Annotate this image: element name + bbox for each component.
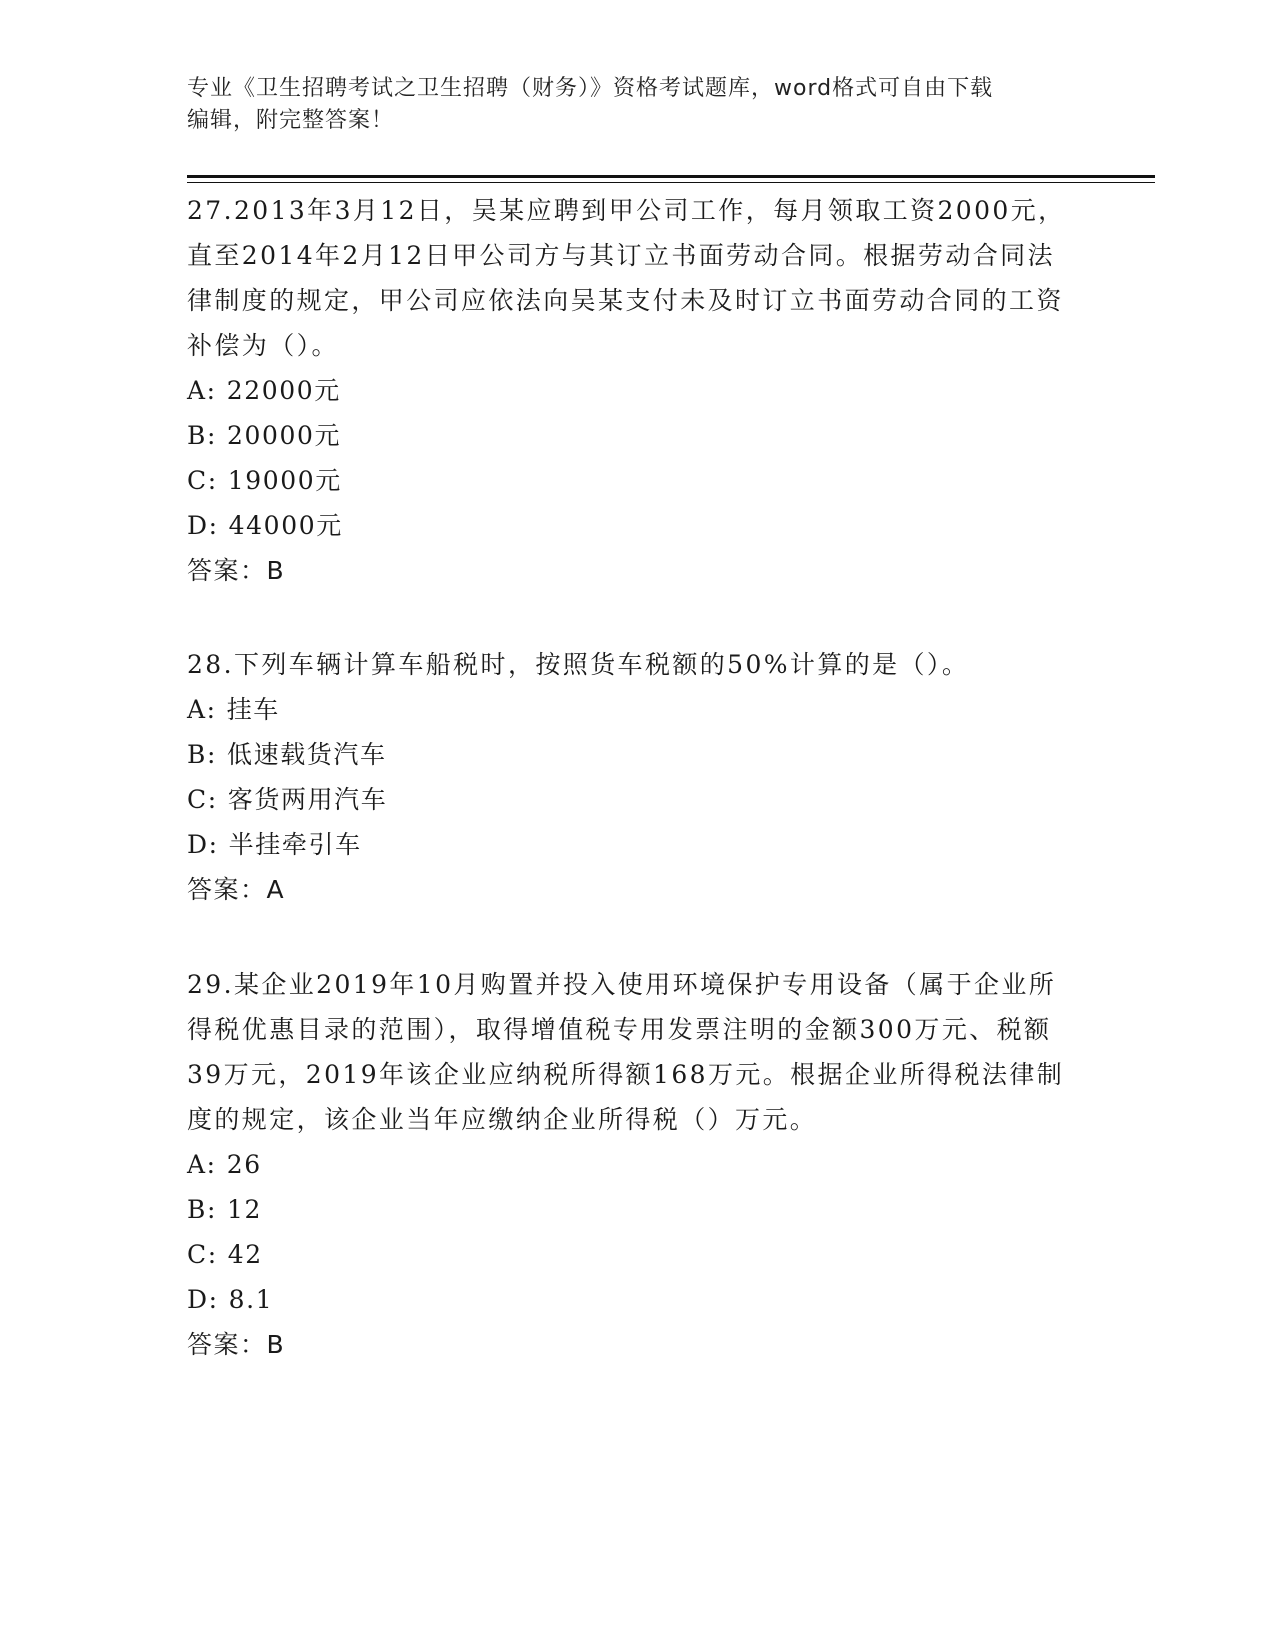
option-b <box>187 732 1077 777</box>
question-stem: 29.某企业2019年10月购置并投入使用环境保护专用设备（属于企业所得税优惠目录的范围），取得增值税专用发票注明的金额300万元、税额39万元，2019年该企业应纳税所得额168万元。根据企业所得税法律制度的规定，该企业当年应缴纳企业所得税（）万元。 <box>187 970 1065 1134</box>
option-letter: A: <box>187 695 217 724</box>
option-letter: C: <box>187 466 218 495</box>
answer-line: 答案：A <box>187 875 286 904</box>
option-letter: B: <box>187 740 217 769</box>
option-text: 22000元 <box>226 376 341 405</box>
header-divider-thick <box>187 175 1155 178</box>
option-letter: D: <box>187 511 219 540</box>
option-text: 客货两用汽车 <box>227 785 388 814</box>
option-text: 20000元 <box>227 421 342 450</box>
option-text: 26 <box>226 1150 262 1179</box>
option-a <box>187 368 1077 413</box>
header-line-1: 专业《卫生招聘考试之卫生招聘（财务）》资格考试题库，word格式可自由下载 <box>187 76 994 101</box>
option-letter: B: <box>187 1195 217 1224</box>
option-text: 19000元 <box>227 466 342 495</box>
answer-line: 答案：B <box>187 556 286 585</box>
question-stem: 27.2013年3月12日，吴某应聘到甲公司工作，每月领取工资2000元，直至2014年2月12日甲公司方与其订立书面劳动合同。根据劳动合同法律制度的规定，甲公司应依法向吴某支付未及时订立书面劳动合同的工资补偿为（）。 <box>187 196 1066 360</box>
question-27 <box>187 188 1077 593</box>
option-text: 半挂牵引车 <box>228 830 362 859</box>
option-a <box>187 687 1077 732</box>
option-b <box>187 413 1077 458</box>
option-letter: A: <box>187 1150 217 1179</box>
option-text: 8.1 <box>228 1285 274 1314</box>
answer-line: 答案：B <box>187 1330 286 1359</box>
option-letter: C: <box>187 1240 218 1269</box>
question-28 <box>187 642 1077 912</box>
question-29 <box>187 962 1077 1367</box>
option-letter: A: <box>187 376 217 405</box>
option-d <box>187 822 1077 867</box>
document-header <box>187 73 1067 137</box>
option-c <box>187 1232 1077 1277</box>
header-divider-thin <box>187 182 1155 183</box>
option-d <box>187 1277 1077 1322</box>
option-text: 44000元 <box>228 511 343 540</box>
question-stem: 28.下列车辆计算车船税时，按照货车税额的50%计算的是（）。 <box>187 650 970 679</box>
header-line-2: 编辑，附完整答案！ <box>187 108 395 133</box>
option-letter: D: <box>187 830 219 859</box>
option-text: 12 <box>227 1195 263 1224</box>
option-letter: D: <box>187 1285 219 1314</box>
option-text: 挂车 <box>226 695 280 724</box>
option-letter: C: <box>187 785 218 814</box>
option-c <box>187 458 1077 503</box>
option-letter: B: <box>187 421 217 450</box>
option-d <box>187 503 1077 548</box>
option-b <box>187 1187 1077 1232</box>
option-c <box>187 777 1077 822</box>
option-a <box>187 1142 1077 1187</box>
option-text: 42 <box>227 1240 263 1269</box>
option-text: 低速载货汽车 <box>227 740 387 769</box>
